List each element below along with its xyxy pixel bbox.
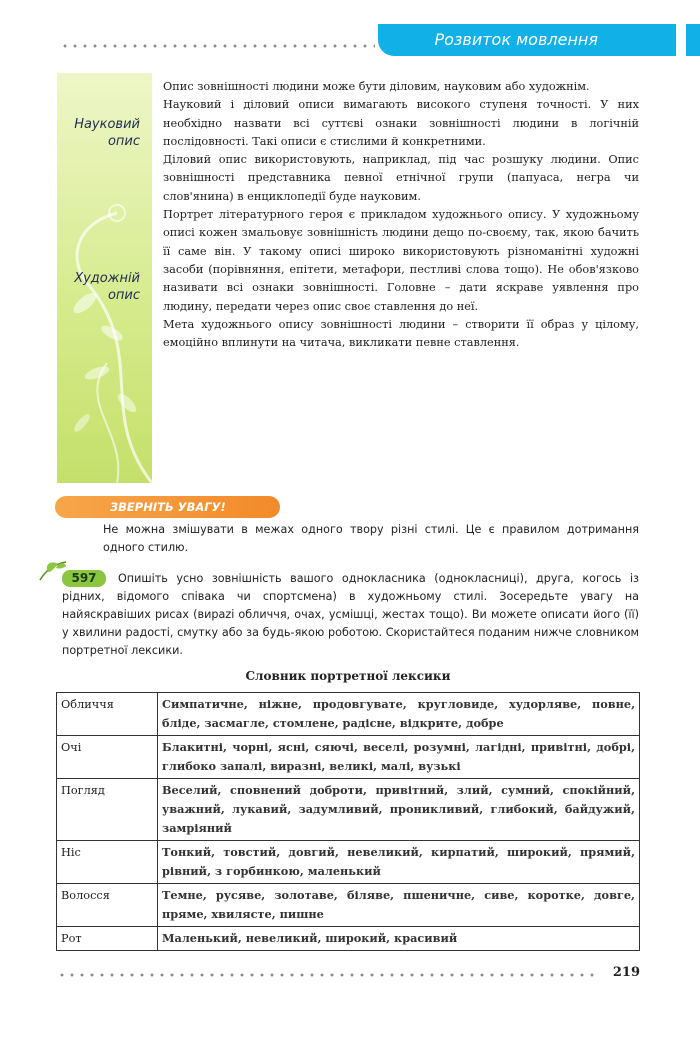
dictionary-table	[56, 692, 640, 951]
attention-label: ЗВЕРНІТЬ УВАГУ!	[110, 500, 226, 514]
paragraph-scientific: Науковий і діловий описи вимагають високого ступеня точності. У них необхідно назвати всі суттєві ознаки зовнішності людини в логічній послідовності. Такі описи є стислими й конкретними.	[163, 98, 639, 148]
term-cell: Рот	[57, 927, 158, 951]
main-text-block	[163, 78, 639, 352]
table-row	[57, 693, 640, 736]
section-title: Розвиток мовлення	[434, 30, 598, 49]
task-number-badge: 597	[62, 570, 106, 587]
label-artistic-line1: Художній	[74, 271, 140, 286]
term-cell: Очі	[57, 736, 158, 779]
table-row	[57, 779, 640, 841]
paragraph-business: Діловий опис використовують, наприклад, під час розшуку людини. Опис зовнішності представника певної етнічної групи (папуаса, негра чи слов'янина) в енциклопедії буде науковим.	[163, 153, 639, 203]
label-scientific-line1: Науковий	[74, 117, 140, 132]
term-cell: Погляд	[57, 779, 158, 841]
label-artistic-line2: опис	[107, 288, 140, 303]
header-dotted-rule	[60, 44, 375, 48]
dictionary-title: Словник портретної лексики	[245, 669, 451, 683]
paragraph-artistic: Портрет літературного героя є прикладом художнього опису. У художньому описі кожен змальовує зовнішність людини дещо по-своєму, так, якою бачить її саме він. У такому описі широко використовують різноманітні художні засоби (порівняння, епітети, метафори, пестливі слова тощо). Не обов'язково називати всі ознаки зовнішності. Головне – дати яскраве уявлення про людину, передати через опис своє ставлення до неї.	[163, 208, 639, 313]
page-number: 219	[612, 965, 640, 980]
attention-banner	[55, 496, 280, 518]
term-cell: Волосся	[57, 884, 158, 927]
label-scientific	[57, 116, 140, 150]
words-cell: Тонкий, товстий, довгий, невеликий, кирпатий, широкий, прямий, рівний, з горбинкою, маленький	[158, 841, 640, 884]
task-text: Опишіть усно зовнішність вашого однокласника (однокласниці), друга, когось із рідних, відомого співака чи спортсмена) в художньому стилі. Зосередьте увагу на найяскравіших рисах (вирazi обличчя, очах, усмішці, жестах тощо). Ви можете описати його (її) у хвилини радості, смутку або за будь-якою роботою. Скористайтеся поданим нижче словником портретної лексики.	[62, 572, 639, 657]
table-row	[57, 884, 640, 927]
term-cell: Обличчя	[57, 693, 158, 736]
table-row	[57, 841, 640, 884]
sidebar-panel	[57, 73, 152, 483]
footer-dotted-rule	[57, 973, 595, 977]
words-cell: Симпатичне, ніжне, продовгувате, кругловиде, худорляве, повне, бліде, засмагле, стомлене, радісне, відкрите, добре	[158, 693, 640, 736]
term-cell: Ніс	[57, 841, 158, 884]
paragraph-purpose: Мета художнього опису зовнішності людини – створити її образ у цілому, емоційно вплинути на читача, викликати певне ставлення.	[163, 317, 639, 350]
table-row	[57, 736, 640, 779]
header-edge-block	[686, 24, 700, 56]
label-scientific-line2: опис	[107, 134, 140, 149]
section-header-tab	[378, 24, 676, 56]
table-row	[57, 927, 640, 951]
words-cell: Темне, русяве, золотаве, біляве, пшеничне, сиве, коротке, довге, пряме, хвилясте, пишне	[158, 884, 640, 927]
words-cell: Блакитні, чорні, ясні, сяючі, веселі, розумні, лагідні, привітні, добрі, глибоко запалі, виразні, великі, малі, вузькі	[158, 736, 640, 779]
words-cell: Маленький, невеликий, широкий, красивий	[158, 927, 640, 951]
attention-text: Не можна змішувати в межах одного твору різні стилі. Це є правилом дотримання одного стилю.	[103, 523, 639, 554]
paragraph-intro: Опис зовнішності людини може бути діловим, науковим або художнім.	[163, 80, 590, 93]
words-cell: Веселий, сповнений доброти, привітний, злий, сумний, спокійний, уважний, лукавий, задумливий, проникливий, глибокий, байдужий, замріяний	[158, 779, 640, 841]
label-artistic	[57, 270, 140, 304]
